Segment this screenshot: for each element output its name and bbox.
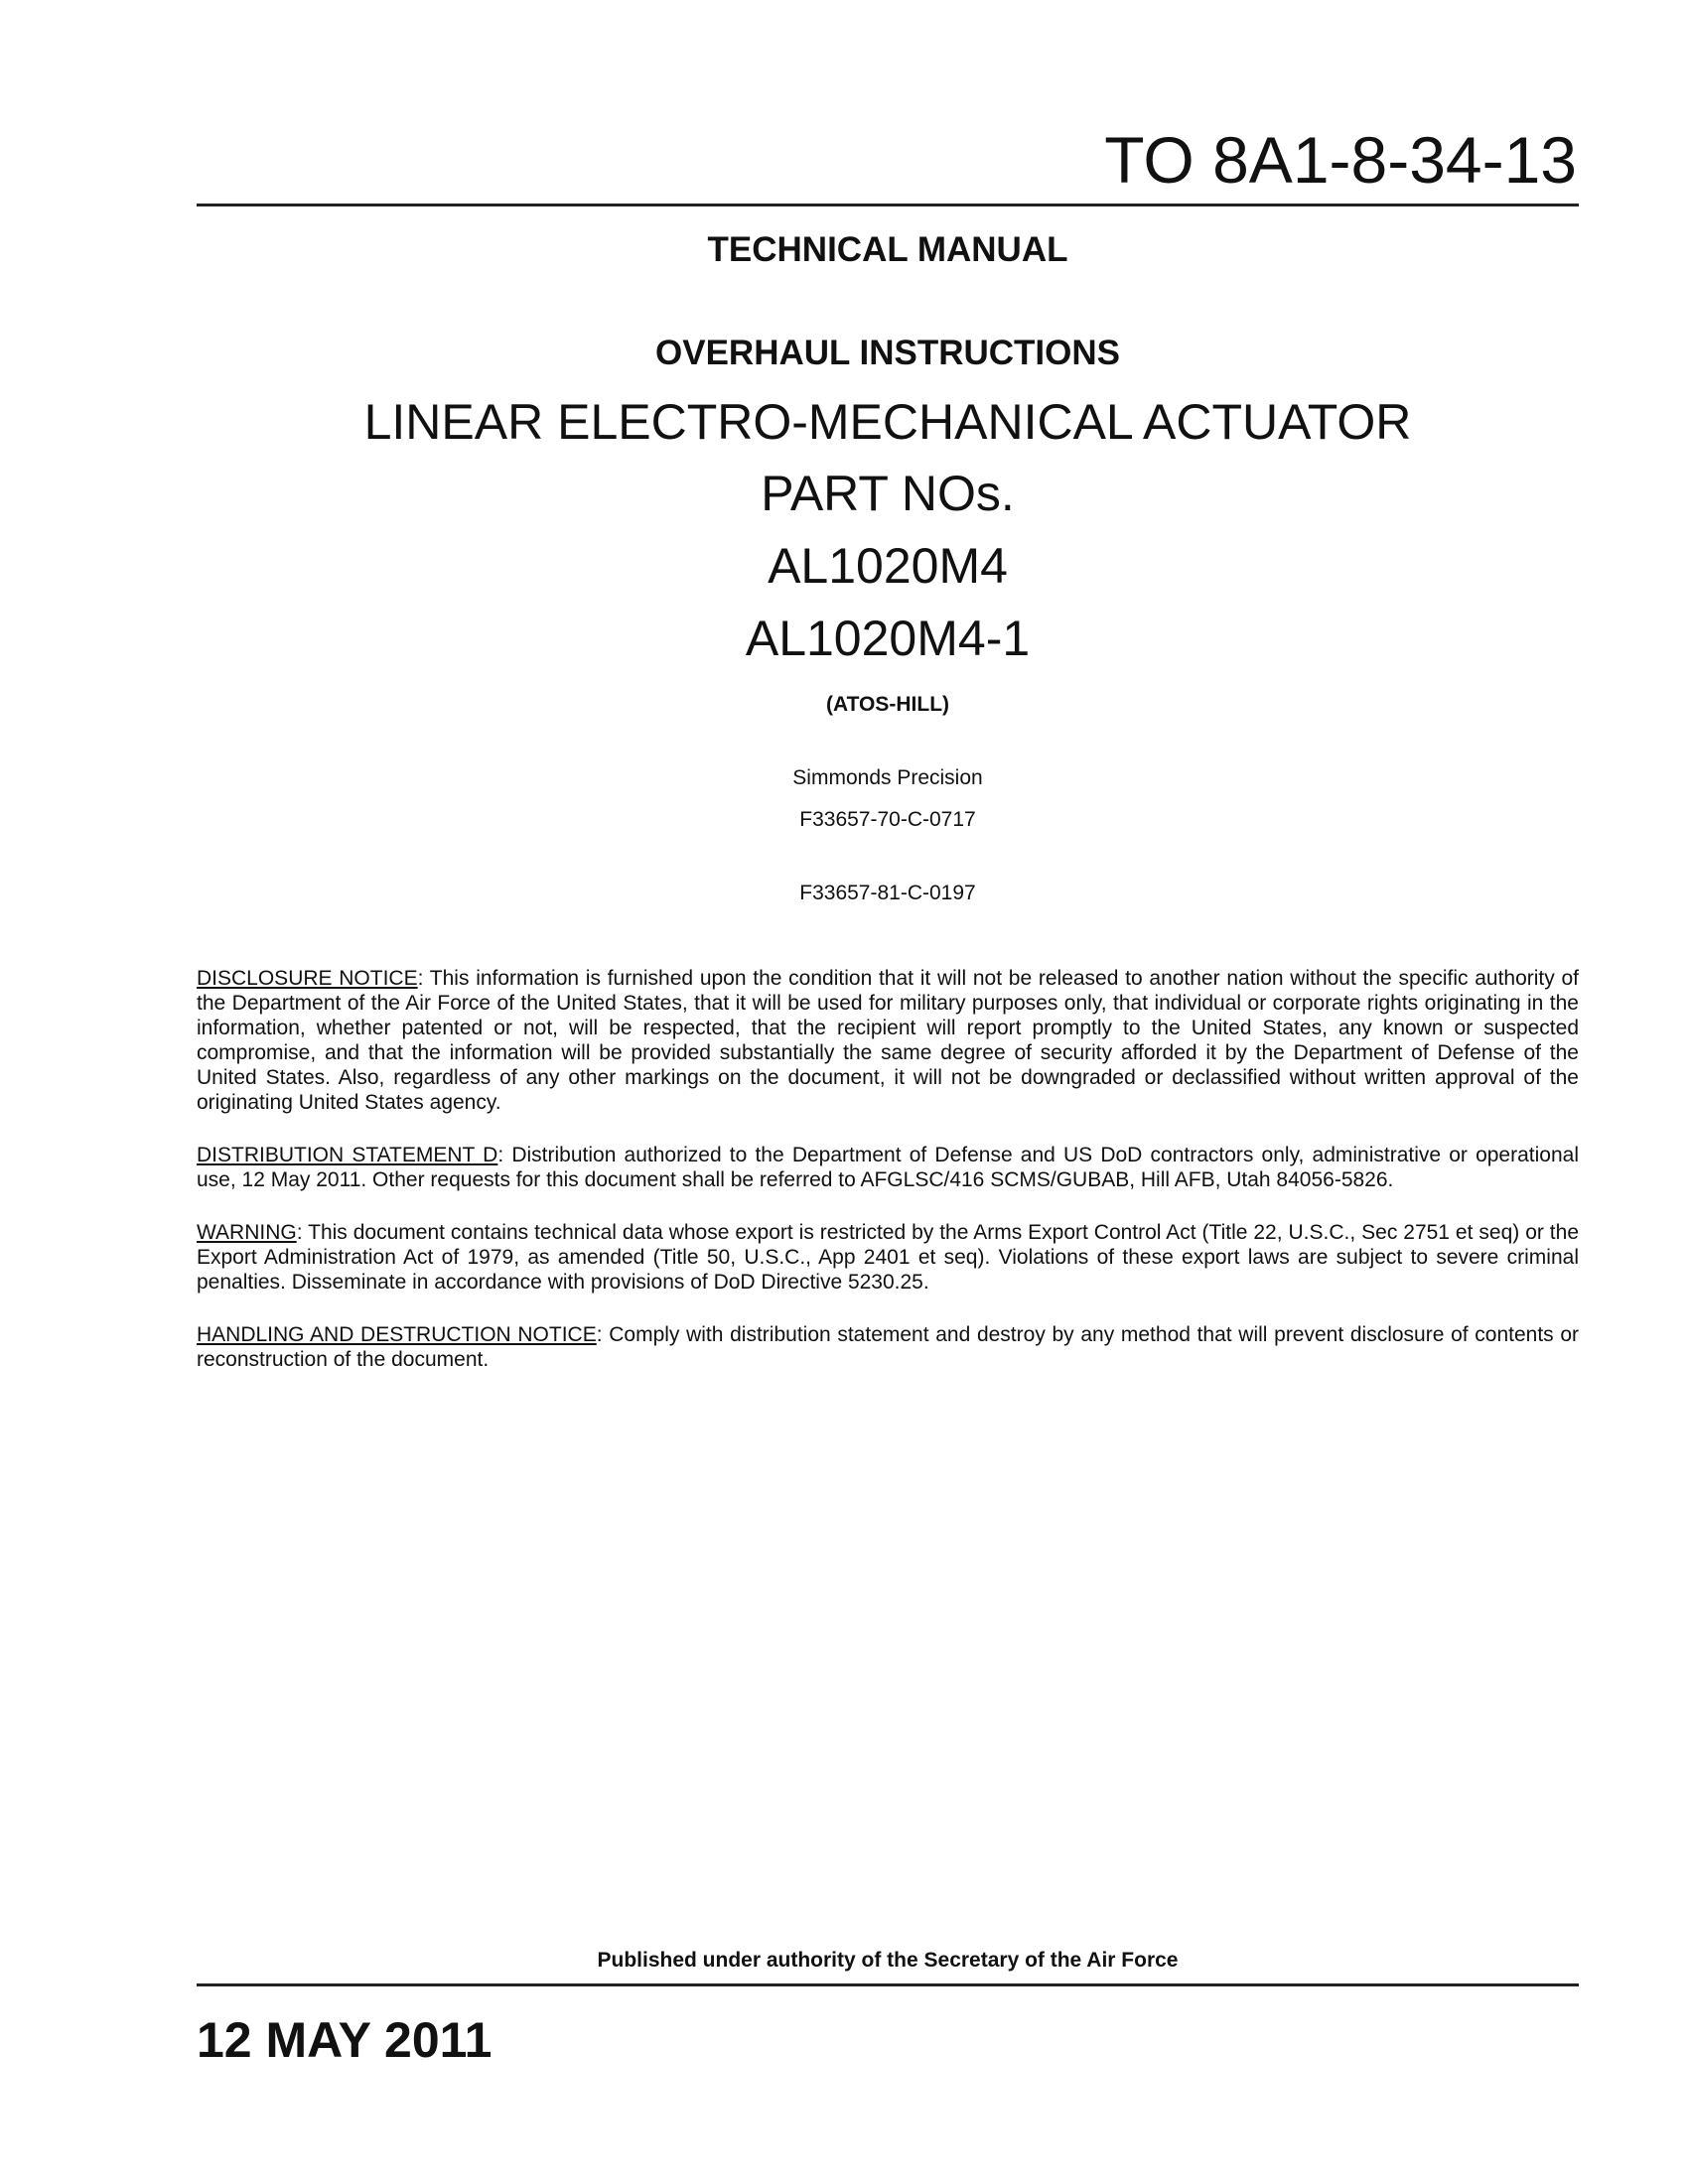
publication-date: 12 MAY 2011 <box>197 2012 492 2068</box>
vendor-code: (ATOS-HILL) <box>825 693 950 716</box>
contract-number-1: F33657-70-C-0717 <box>799 808 976 831</box>
title-line-1: LINEAR ELECTRO-MECHANICAL ACTUATOR <box>363 394 1412 450</box>
publishing-authority: Published under authority of the Secretary of the Air Force <box>597 1949 1179 1972</box>
notice-text: : Distribution authorized to the Department of Defense and US DoD contractors only, administrative or operational use, 12 May 2011. Other requests for this document shall be referred to AFGLSC/416 SCMS/GUBAB, Hill AFB, Utah 84056-5826. <box>197 1144 1579 1191</box>
title-line-3: AL1020M4 <box>768 538 1008 594</box>
handling-destruction-notice <box>197 1322 1579 1372</box>
notice-label: DISCLOSURE NOTICE <box>197 967 418 990</box>
notice-text: : This document contains technical data whose export is restricted by the Arms Export Control Act (Title 22, U.S.C., Sec 2751 et seq) or the Export Administration Act of 1979, as amended (Title 50, U.S.C., App 2401 et seq). Violations of these export laws are subject to severe criminal penalties. Disseminate in accordance with provisions of DoD Directive 5230.25. <box>197 1221 1579 1294</box>
notice-label: DISTRIBUTION STATEMENT D <box>197 1144 498 1166</box>
title-line-2: PART NOs. <box>761 466 1015 521</box>
notice-label: HANDLING AND DESTRUCTION NOTICE <box>197 1323 597 1346</box>
notices-section <box>197 966 1579 1400</box>
to-number: TO 8A1-8-34-13 <box>1104 123 1577 197</box>
title-line-4: AL1020M4-1 <box>745 611 1031 666</box>
contract-number-2: F33657-81-C-0197 <box>799 882 976 904</box>
distribution-statement <box>197 1143 1579 1192</box>
notice-text: : This information is furnished upon the condition that it will not be released to another nation without the specific authority of the Department of the Air Force of the United States, that it will be used for military purposes only, that individual or corporate rights originating in the information, whether patented or not, will be respected, that the recipient will report promptly to the United States, any known or suspected compromise, and that the information will be provided substantially the same degree of security afforded it by the Department of Defense of the United States. Also, regardless of any other markings on the document, it will not be downgraded or declassified without written approval of the originating United States agency. <box>197 967 1580 1114</box>
manufacturer: Simmonds Precision <box>792 766 983 789</box>
disclosure-notice <box>197 966 1579 1115</box>
footer-rule <box>197 1983 1579 1986</box>
notice-label: WARNING <box>197 1221 297 1244</box>
header-rule <box>197 204 1579 206</box>
export-warning <box>197 1220 1579 1295</box>
subtitle: OVERHAUL INSTRUCTIONS <box>655 334 1120 372</box>
manual-type: TECHNICAL MANUAL <box>707 230 1068 269</box>
notice-text: : Comply with distribution statement and destroy by any method that will prevent disclosure of contents or reconstruction of the document. <box>197 1323 1579 1371</box>
